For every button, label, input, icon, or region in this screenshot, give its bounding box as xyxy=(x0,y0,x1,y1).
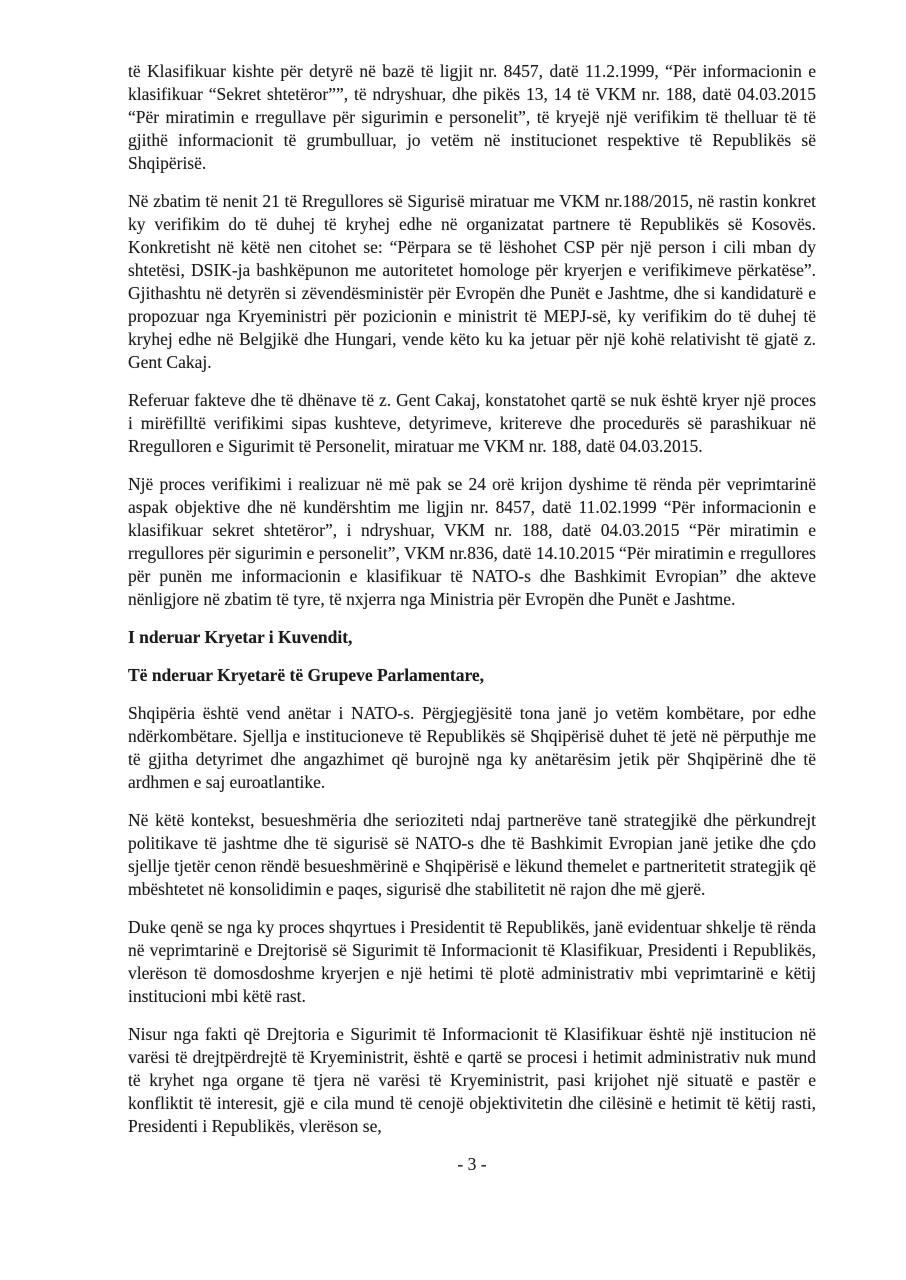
document-paragraph: Në këtë kontekst, besueshmëria dhe serioziteti ndaj partnerëve tanë strategjikë dhe përkundrejt politikave të jashtme dhe të sigurisë së NATO-s dhe të Bashkimit Evropian janë jetike dhe çdo sjellje tjetër cenon rëndë besueshmërinë e Shqipërisë e lëkund themelet e partneritetit strategjik që mbështetet në konsolidimin e paqes, sigurisë dhe stabilitetit në rajon dhe më gjerë. xyxy=(128,810,816,899)
document-paragraph: të Klasifikuar kishte për detyrë në bazë të ligjit nr. 8457, datë 11.2.1999, “Për informacionin e klasifikuar “Sekret shtetëror””, të ndryshuar, dhe pikës 13, 14 të VKM nr. 188, datë 04.03.2015 “Për miratimin e rregullave për sigurimin e personelit”, të kryejë një verifikim të thelluar të të gjithë informacionit të grumbulluar, jo vetëm në institucionet respektive të Republikës së Shqipërisë. xyxy=(128,61,816,173)
salutation-heading-speaker: I nderuar Kryetar i Kuvendit, xyxy=(128,627,353,647)
page-number: - 3 - xyxy=(457,1154,487,1174)
document-paragraph: Referuar fakteve dhe të dhënave të z. Gent Cakaj, konstatohet qartë se nuk është kryer një proces i mirëfilltë verifikimi sipas kushteve, detyrimeve, kritereve dhe procedurës së parashikuar në Rregulloren e Sigurimit të Personelit, miratuar me VKM nr. 188, datë 04.03.2015. xyxy=(128,390,816,456)
document-text-block xyxy=(128,60,816,1176)
salutation-heading-group-chairs: Të nderuar Kryetarë të Grupeve Parlamentare, xyxy=(128,665,485,685)
document-paragraph: Një proces verifikimi i realizuar në më pak se 24 orë krijon dyshime të rënda për veprimtarinë aspak objektive dhe në kundërshtim me ligjin nr. 8457, datë 11.02.1999 “Për informacionin e klasifikuar sekret shtetëror”, i ndryshuar, VKM nr. 188, datë 04.03.2015 “Për miratimin e rregullores për sigurimin e personelit”, VKM nr.836, datë 14.10.2015 “Për miratimin e rregullores për punën me informacionin e klasifikuar të NATO-s dhe Bashkimit Evropian” dhe akteve nënligjore në zbatim të tyre, të nxjerra nga Ministria për Evropën dhe Punët e Jashtme. xyxy=(128,474,816,609)
document-paragraph: Duke qenë se nga ky proces shqyrtues i Presidentit të Republikës, janë evidentuar shkelje të rënda në veprimtarinë e Drejtorisë së Sigurimit të Informacionit të Klasifikuar, Presidenti i Republikës, vlerëson të domosdoshme kryerjen e një hetimi të plotë administrativ mbi veprimtarinë e këtij institucioni mbi këtë rast. xyxy=(128,917,816,1006)
document-paragraph: Shqipëria është vend anëtar i NATO-s. Përgjegjësitë tona janë jo vetëm kombëtare, por edhe ndërkombëtare. Sjellja e institucioneve të Republikës së Shqipërisë duhet të jetë në përputhje me të gjitha detyrimet dhe angazhimet që burojnë nga ky anëtarësim jetik për Shqipërinë dhe të ardhmen e saj euroatlantike. xyxy=(128,703,816,792)
document-paragraph: Nisur nga fakti që Drejtoria e Sigurimit të Informacionit të Klasifikuar është një institucion në varësi të drejtpërdrejtë të Kryeministrit, është e qartë se procesi i hetimit administrativ nuk mund të kryhet nga organe të tjera në varësi të Kryeministrit, pasi krijohet një situatë e pastër e konfliktit të interesit, gjë e cila mund të cenojë objektivitetin dhe cilësinë e hetimit të këtij rasti, Presidenti i Republikës, vlerëson se, xyxy=(128,1024,816,1136)
document-paragraph: Në zbatim të nenit 21 të Rregullores së Sigurisë miratuar me VKM nr.188/2015, në rastin konkret ky verifikim do të duhej të kryhej edhe në organizatat partnere të Republikës së Kosovës. Konkretisht në këtë nen citohet se: “Përpara se të lëshohet CSP për një person i cili mban dy shtetësi, DSIK-ja bashkëpunon me autoritetet homologe për kryerjen e verifikimeve përkatëse”. Gjithashtu në detyrën si zëvendësministër për Evropën dhe Punët e Jashtme, dhe si kandidaturë e propozuar nga Kryeministri për pozicionin e ministrit të MEPJ-së, ky verifikim do të duhej të kryhej edhe në Belgjikë dhe Hungari, vende këto ku ka jetuar për një kohë relativisht të gjatë z. Gent Cakaj. xyxy=(128,191,816,372)
